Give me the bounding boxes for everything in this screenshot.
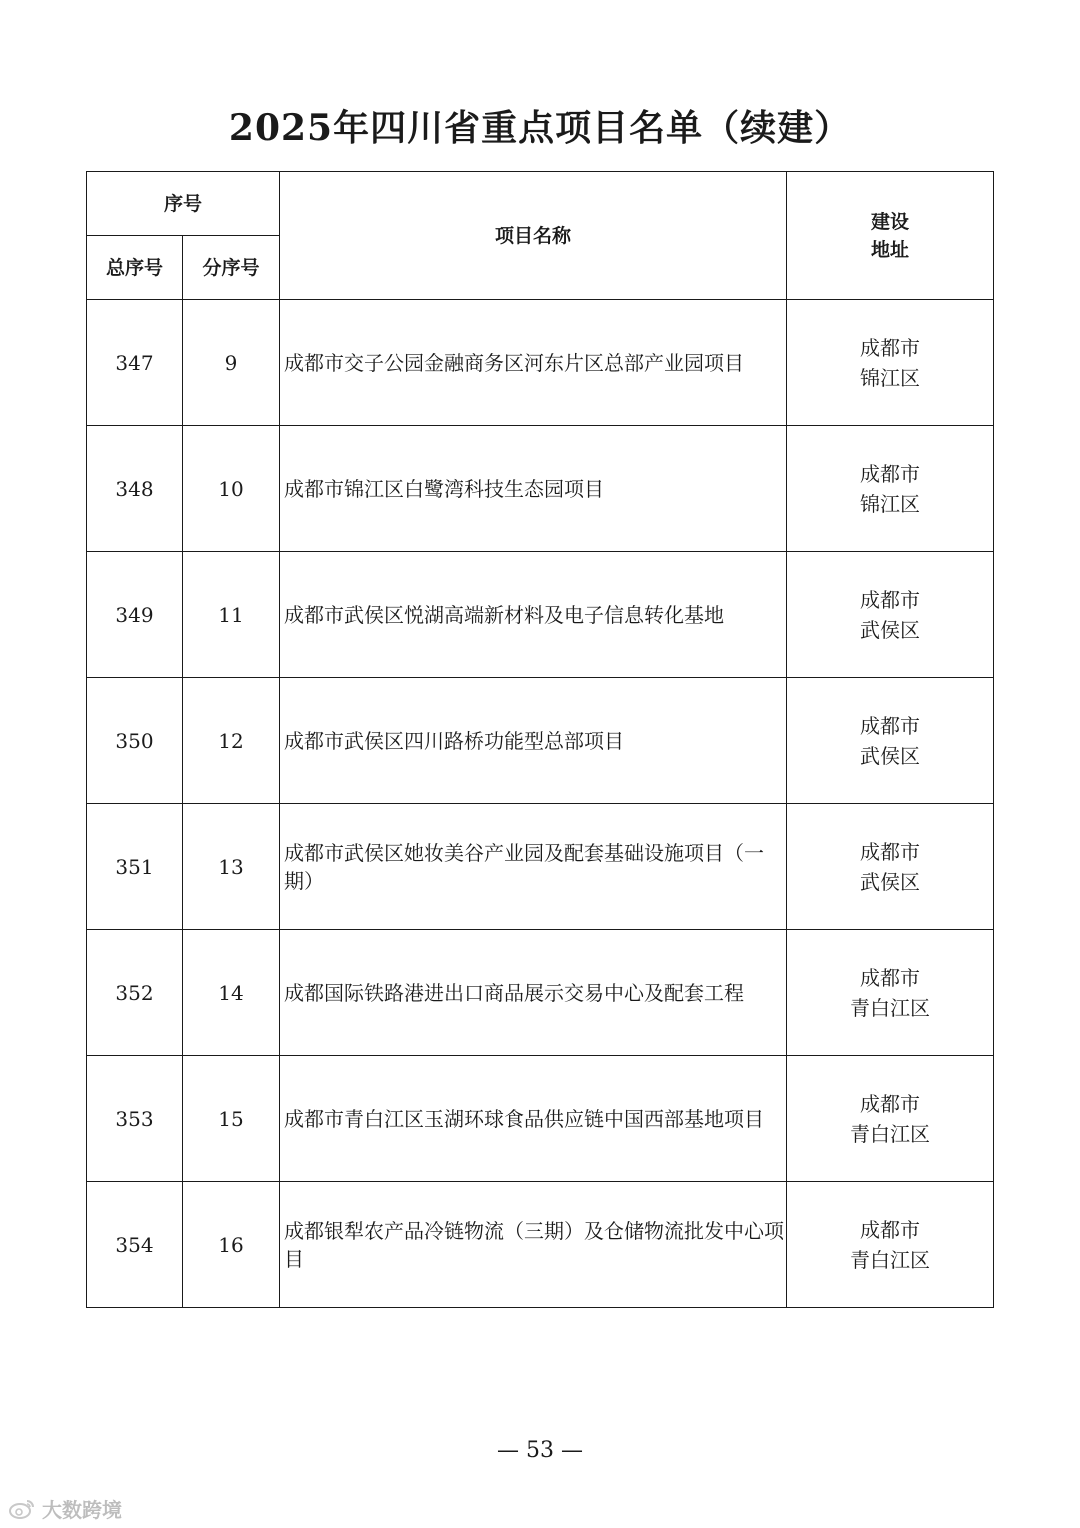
location-city: 成都市 [860,1091,921,1116]
cell-location [787,426,994,552]
cell-project-name: 成都国际铁路港进出口商品展示交易中心及配套工程 [280,930,787,1056]
cell-location [787,300,994,426]
table-row [87,1182,994,1308]
location-city: 成都市 [860,965,921,990]
cell-total-seq: 350 [87,678,183,804]
watermark-text: 大数跨境 [42,1498,122,1522]
header-location [787,172,994,300]
cell-sub-seq: 15 [183,1056,280,1182]
cell-project-name: 成都市武侯区她妆美谷产业园及配套基础设施项目（一期） [280,804,787,930]
location-city: 成都市 [860,335,921,360]
project-table [86,171,994,1308]
weibo-logo-icon [8,1498,36,1520]
header-seq-group: 序号 [87,172,280,236]
header-total-seq: 总序号 [87,236,183,300]
location-city: 成都市 [860,461,921,486]
cell-total-seq: 348 [87,426,183,552]
cell-total-seq: 347 [87,300,183,426]
cell-project-name: 成都市武侯区四川路桥功能型总部项目 [280,678,787,804]
cell-sub-seq: 14 [183,930,280,1056]
table-row [87,1056,994,1182]
header-location-line1: 建设 [871,210,910,233]
cell-location [787,930,994,1056]
cell-total-seq: 349 [87,552,183,678]
cell-total-seq: 354 [87,1182,183,1308]
location-district: 锦江区 [860,365,921,390]
location-district: 武侯区 [860,869,921,894]
cell-total-seq: 351 [87,804,183,930]
cell-project-name: 成都市青白江区玉湖环球食品供应链中国西部基地项目 [280,1056,787,1182]
cell-total-seq: 353 [87,1056,183,1182]
cell-project-name: 成都银犁农产品冷链物流（三期）及仓储物流批发中心项目 [280,1182,787,1308]
cell-sub-seq: 11 [183,552,280,678]
location-district: 青白江区 [850,995,931,1020]
page-number: — 53 — [497,1438,583,1463]
table-row [87,426,994,552]
cell-location [787,678,994,804]
table-row [87,678,994,804]
location-district: 青白江区 [850,1121,931,1146]
location-district: 锦江区 [860,491,921,516]
watermark [8,1494,122,1523]
table-row [87,300,994,426]
cell-sub-seq: 16 [183,1182,280,1308]
location-city: 成都市 [860,713,921,738]
location-city: 成都市 [860,587,921,612]
header-location-line2: 地址 [871,238,910,261]
cell-sub-seq: 12 [183,678,280,804]
cell-total-seq: 352 [87,930,183,1056]
location-district: 青白江区 [850,1247,931,1272]
location-city: 成都市 [860,839,921,864]
cell-location [787,804,994,930]
cell-location [787,1182,994,1308]
cell-sub-seq: 13 [183,804,280,930]
cell-sub-seq: 9 [183,300,280,426]
location-city: 成都市 [860,1217,921,1242]
table-row [87,930,994,1056]
cell-location [787,552,994,678]
header-sub-seq: 分序号 [183,236,280,300]
cell-location [787,1056,994,1182]
location-district: 武侯区 [860,617,921,642]
cell-project-name: 成都市锦江区白鹭湾科技生态园项目 [280,426,787,552]
page-title: 2025年四川省重点项目名单（续建） [228,107,852,149]
location-district: 武侯区 [860,743,921,768]
table-row [87,804,994,930]
cell-project-name: 成都市交子公园金融商务区河东片区总部产业园项目 [280,300,787,426]
header-project-name: 项目名称 [280,172,787,300]
cell-sub-seq: 10 [183,426,280,552]
table-row [87,552,994,678]
cell-project-name: 成都市武侯区悦湖高端新材料及电子信息转化基地 [280,552,787,678]
